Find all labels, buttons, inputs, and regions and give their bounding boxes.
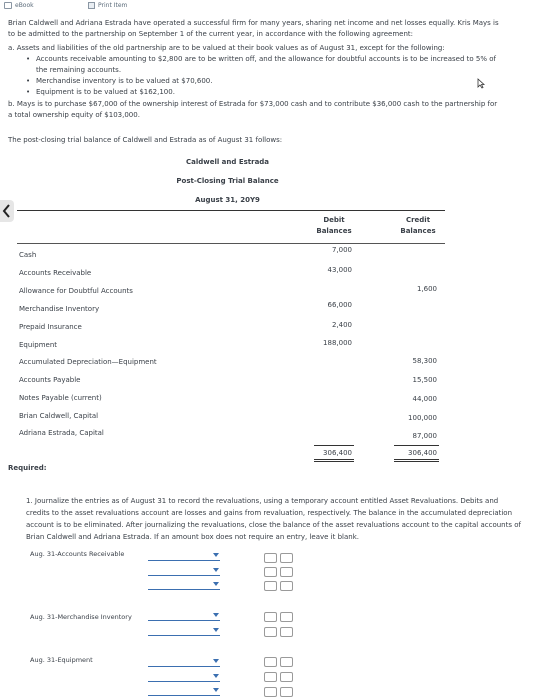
credit-header: Credit Balances xyxy=(400,216,436,235)
print-icon xyxy=(88,2,95,9)
required-instructions: 1. Journalize the entries as of August 31 to record the revaluations, using a temporary account entitled Asset Revaluations. Debits and credits to the asset revaluations account are losses and gains from revaluation, respectively. The balance in the accumulated depreciation account is to be eliminated. After journalizing the revaluations, close the balance of the asset revaluations account to the capital accounts of Brian Caldwell and Adriana Estrada. If an amount box does not require an entry, leave it blank. xyxy=(26,497,521,541)
account-select[interactable] xyxy=(148,551,220,561)
chevron-down-icon xyxy=(213,674,219,678)
table-row-account: Cash xyxy=(19,251,37,259)
debit-double-rule xyxy=(314,459,354,462)
company-name: Caldwell and Estrada xyxy=(185,158,270,166)
ebook-link[interactable]: eBook xyxy=(4,2,34,9)
table-row-account: Equipment xyxy=(19,341,57,349)
table-top-rule xyxy=(17,210,445,211)
table-row-credit: 87,000 xyxy=(412,432,437,440)
table-row-account: Accounts Receivable xyxy=(19,269,92,277)
credit-amount-input[interactable] xyxy=(280,687,293,697)
chevron-down-icon xyxy=(213,688,219,692)
table-row-debit: 43,000 xyxy=(327,266,352,274)
credit-amount-input[interactable] xyxy=(280,581,293,591)
table-row-account: Merchandise Inventory xyxy=(19,305,100,313)
account-select[interactable] xyxy=(148,580,220,590)
debit-amount-input[interactable] xyxy=(264,553,277,563)
account-select[interactable] xyxy=(148,626,220,636)
item-b-line-2: a total ownership equity of $103,000. xyxy=(8,111,140,119)
bullet-merchandise: • Merchandise inventory is to be valued at $70,600. xyxy=(26,76,526,87)
chevron-down-icon xyxy=(213,659,219,663)
journal-entry-label: Aug. 31-Accounts Receivable xyxy=(30,550,125,558)
scroll-left-tab[interactable] xyxy=(0,200,14,222)
item-a: a. Assets and liabilities of the old partnership are to be valued at their book values as of August 31, except for the following: xyxy=(8,44,445,52)
debit-amount-input[interactable] xyxy=(264,567,277,577)
table-row-account: Brian Caldwell, Capital xyxy=(19,412,99,420)
account-select[interactable] xyxy=(148,611,220,621)
cursor-icon xyxy=(477,78,486,91)
intro-line-1: Brian Caldwell and Adriana Estrada have operated a successful firm for many years, sharing net income and net losses equally. Kris Mays is xyxy=(8,19,499,27)
debit-amount-input[interactable] xyxy=(264,687,277,697)
required-heading: Required: xyxy=(8,464,47,472)
debit-amount-input[interactable] xyxy=(264,581,277,591)
journal-entry-label: Aug. 31-Equipment xyxy=(30,656,93,664)
credit-amount-input[interactable] xyxy=(280,553,293,563)
item-b-line-1: b. Mays is to purchase $67,000 of the ownership interest of Estrada for $73,000 cash and to contribute $36,000 cash to the partnership for xyxy=(8,100,498,108)
debit-amount-input[interactable] xyxy=(264,672,277,682)
debit-total-rule xyxy=(314,445,354,446)
table-row-debit: 7,000 xyxy=(331,246,352,254)
bullet-equipment: • Equipment is to be valued at $162,100. xyxy=(26,87,526,98)
table-row-account: Accounts Payable xyxy=(19,376,81,384)
table-row-account: Adriana Estrada, Capital xyxy=(19,429,104,437)
table-row-account: Prepaid Insurance xyxy=(19,323,82,331)
debit-amount-input[interactable] xyxy=(264,657,277,667)
balance-intro: The post-closing trial balance of Caldwell and Estrada as of August 31 follows: xyxy=(8,136,283,144)
table-row-credit: 58,300 xyxy=(412,357,437,365)
table-row-debit: 66,000 xyxy=(327,301,352,309)
chevron-down-icon xyxy=(213,553,219,557)
table-row-account: Notes Payable (current) xyxy=(19,394,102,402)
account-select[interactable] xyxy=(148,566,220,576)
top-toolbar xyxy=(0,0,540,14)
chevron-down-icon xyxy=(213,568,219,572)
account-select[interactable] xyxy=(148,686,220,696)
table-row-credit: 1,600 xyxy=(416,285,437,293)
statement-date: August 31, 20Y9 xyxy=(195,196,260,204)
account-select[interactable] xyxy=(148,657,220,667)
table-row-debit: 188,000 xyxy=(323,339,352,347)
table-row-account: Accumulated Depreciation—Equipment xyxy=(19,358,157,366)
account-select[interactable] xyxy=(148,672,220,682)
chevron-down-icon xyxy=(213,628,219,632)
ebook-icon xyxy=(4,2,12,9)
debit-amount-input[interactable] xyxy=(264,612,277,622)
intro-line-2: to be admitted to the partnership on September 1 of the current year, in accordance with the following agreement: xyxy=(8,30,413,38)
statement-title: Post-Closing Trial Balance xyxy=(176,177,279,185)
table-row-credit: 100,000 xyxy=(408,414,437,422)
credit-amount-input[interactable] xyxy=(280,627,293,637)
table-header-rule xyxy=(17,243,445,244)
table-row-account: Allowance for Doubtful Accounts xyxy=(19,287,133,295)
credit-total-rule xyxy=(394,445,439,446)
item-a-bullets xyxy=(26,54,526,98)
credit-double-rule xyxy=(394,459,439,462)
credit-amount-input[interactable] xyxy=(280,657,293,667)
credit-amount-input[interactable] xyxy=(280,612,293,622)
table-row-debit: 2,400 xyxy=(331,321,352,329)
credit-total: 306,400 xyxy=(408,449,437,457)
debit-header: Debit Balances xyxy=(316,216,352,235)
chevron-down-icon xyxy=(213,582,219,586)
credit-amount-input[interactable] xyxy=(280,567,293,577)
table-row-credit: 15,500 xyxy=(412,376,437,384)
credit-amount-input[interactable] xyxy=(280,672,293,682)
bullet-accounts-receivable: • Accounts receivable amounting to $2,800 are to be written off, and the allowance for doubtful accounts is to be increased to 5% of the remaining accounts. xyxy=(26,54,526,76)
print-item-link[interactable]: Print Item xyxy=(88,2,127,9)
debit-amount-input[interactable] xyxy=(264,627,277,637)
table-row-credit: 44,000 xyxy=(412,395,437,403)
journal-entry-label: Aug. 31-Merchandise Inventory xyxy=(30,613,132,621)
chevron-down-icon xyxy=(213,613,219,617)
debit-total: 306,400 xyxy=(323,449,352,457)
